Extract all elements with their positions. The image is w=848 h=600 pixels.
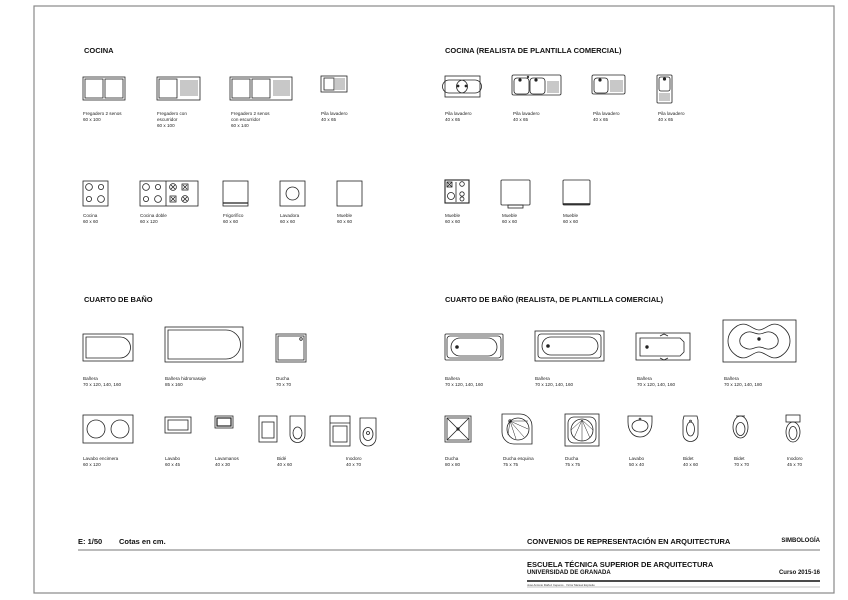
- symbol-label: Bañera 70 x 120, 140, 160: [637, 376, 676, 387]
- realistic-shower-1: [445, 416, 471, 442]
- whirlpool-tub-symbol: [165, 327, 243, 362]
- sink-double-symbol: [83, 77, 125, 100]
- bidet-symbol-2: [290, 416, 305, 443]
- course-year: Curso 2015-16: [778, 570, 820, 576]
- realistic-sink-2: [512, 75, 561, 95]
- toilet-symbol-2: [360, 418, 376, 446]
- realistic-corner-shower: [502, 414, 532, 444]
- symbol-label: Mueble 60 x 60: [445, 213, 461, 224]
- realistic-cooktop: [445, 180, 469, 203]
- symbol-label: Fregadero con escurridor 60 x 100: [157, 111, 187, 128]
- symbol-label: Pila lavadero 40 x 65: [321, 111, 348, 122]
- realistic-cabinet-2: [563, 180, 590, 205]
- symbol-label: Bañera 70 x 120, 140, 180: [724, 376, 763, 387]
- washer-symbol: [280, 181, 305, 206]
- bathtub-symbol: [83, 334, 133, 361]
- sheet-border: [34, 6, 834, 593]
- realistic-sink-1: [443, 76, 482, 97]
- symbol-label: Cocina 60 x 60: [83, 213, 99, 224]
- school-name: ESCUELA TÉCNICA SUPERIOR DE ARQUITECTURA: [527, 560, 714, 569]
- toilet-symbol-1: [330, 416, 350, 446]
- realistic-shower-2: [565, 414, 599, 446]
- symbol-label: Pila lavadero 40 x 65: [513, 111, 540, 122]
- symbol-label: Bidet 70 x 70: [734, 456, 750, 467]
- symbol-label: Bañera 70 x 120, 140, 160: [535, 376, 574, 387]
- symbol-label: Lavamanos 40 x 30: [215, 456, 239, 467]
- symbol-label: Inodoro 40 x 70: [346, 456, 362, 467]
- course-title: CONVENIOS DE REPRESENTACIÓN EN ARQUITECTURA: [527, 537, 731, 546]
- realistic-bidet-1: [683, 416, 698, 442]
- symbol-label: Bañera hidromasaje 85 x 160: [165, 376, 207, 387]
- cooktop-symbol: [83, 181, 108, 206]
- bidet-symbol-1: [259, 416, 277, 442]
- utility-sink-symbol: [321, 76, 347, 92]
- symbol-label: Mueble 60 x 60: [502, 213, 518, 224]
- symbol-label: Pila lavadero 40 x 65: [445, 111, 472, 122]
- symbol-label: Inodoro 45 x 70: [787, 456, 803, 467]
- cabinet-symbol: [337, 181, 362, 206]
- symbol-label: Ducha 70 x 70: [276, 376, 292, 387]
- author-credit: José Antonio Ibáñez Ceperos · Víctor Manuel Expósito: [527, 583, 595, 587]
- symbol-label: Cocina doble 60 x 120: [140, 213, 167, 224]
- symbol-label: Bañera 70 x 120, 140, 160: [83, 376, 122, 387]
- realistic-bathtub-2: [535, 331, 604, 361]
- fridge-symbol: [223, 181, 248, 206]
- realistic-cabinet-1: [501, 180, 530, 208]
- sheet-title: SIMBOLOGÍA: [781, 538, 820, 544]
- symbol-label: Mueble 60 x 60: [563, 213, 579, 224]
- section-title-kitchen: COCINA: [84, 46, 114, 55]
- symbol-label: Lavabo 50 x 40: [629, 456, 645, 467]
- hand-basin-symbol: [215, 416, 233, 428]
- realistic-washbasin: [628, 416, 652, 437]
- symbol-label: Bañera 70 x 120, 140, 160: [445, 376, 484, 387]
- realistic-sink-4: [657, 75, 672, 103]
- washbasin-symbol: [165, 417, 191, 433]
- shower-tray-symbol: [276, 334, 306, 362]
- symbol-label: Ducha esquina 75 x 75: [503, 456, 534, 467]
- realistic-toilet: [786, 415, 800, 442]
- units-label: Cotas en cm.: [119, 537, 166, 546]
- realistic-bathtub-4: [723, 320, 796, 362]
- symbol-label: Fregadero 2 senos 60 x 100: [83, 111, 122, 122]
- realistic-bidet-2: [733, 416, 748, 438]
- symbol-label: Fregadero 2 senos con escurridor 60 x 140: [231, 111, 270, 128]
- symbol-label: Lavabo encimera 60 x 120: [83, 456, 119, 467]
- section-title-bathroom: CUARTO DE BAÑO: [84, 295, 153, 304]
- university-name: UNIVERSIDAD DE GRANADA: [527, 570, 611, 576]
- symbol-label: Ducha 75 x 75: [565, 456, 581, 467]
- symbol-label: Pila lavadero 40 x 65: [593, 111, 620, 122]
- symbol-label: Lavadora 60 x 60: [280, 213, 300, 224]
- symbol-label: Ducha 80 x 80: [445, 456, 461, 467]
- realistic-bathtub-1: [445, 334, 503, 360]
- countertop-basin-symbol: [83, 415, 133, 443]
- realistic-sink-3: [592, 75, 625, 94]
- sink-drainer-symbol: [157, 77, 200, 100]
- symbol-label: Lavabo 60 x 45: [165, 456, 181, 467]
- realistic-bathtub-3: [636, 333, 690, 360]
- section-title-kitchen-realistic: COCINA (REALISTA DE PLANTILLA COMERCIAL): [445, 46, 622, 55]
- symbol-label: Bidet 40 x 60: [683, 456, 699, 467]
- symbol-label: Bidé 40 x 60: [277, 456, 293, 467]
- double-cooktop-symbol: [140, 181, 198, 206]
- symbol-label: Pila lavadero 40 x 65: [658, 111, 685, 122]
- symbol-label: Mueble 60 x 60: [337, 213, 353, 224]
- scale-label: E: 1/50: [78, 537, 103, 546]
- symbol-label: Frigorífico 60 x 60: [223, 213, 244, 224]
- sink-double-drainer-symbol: [230, 77, 292, 100]
- section-title-bathroom-realistic: CUARTO DE BAÑO (REALISTA, DE PLANTILLA COMERCIAL): [445, 295, 664, 304]
